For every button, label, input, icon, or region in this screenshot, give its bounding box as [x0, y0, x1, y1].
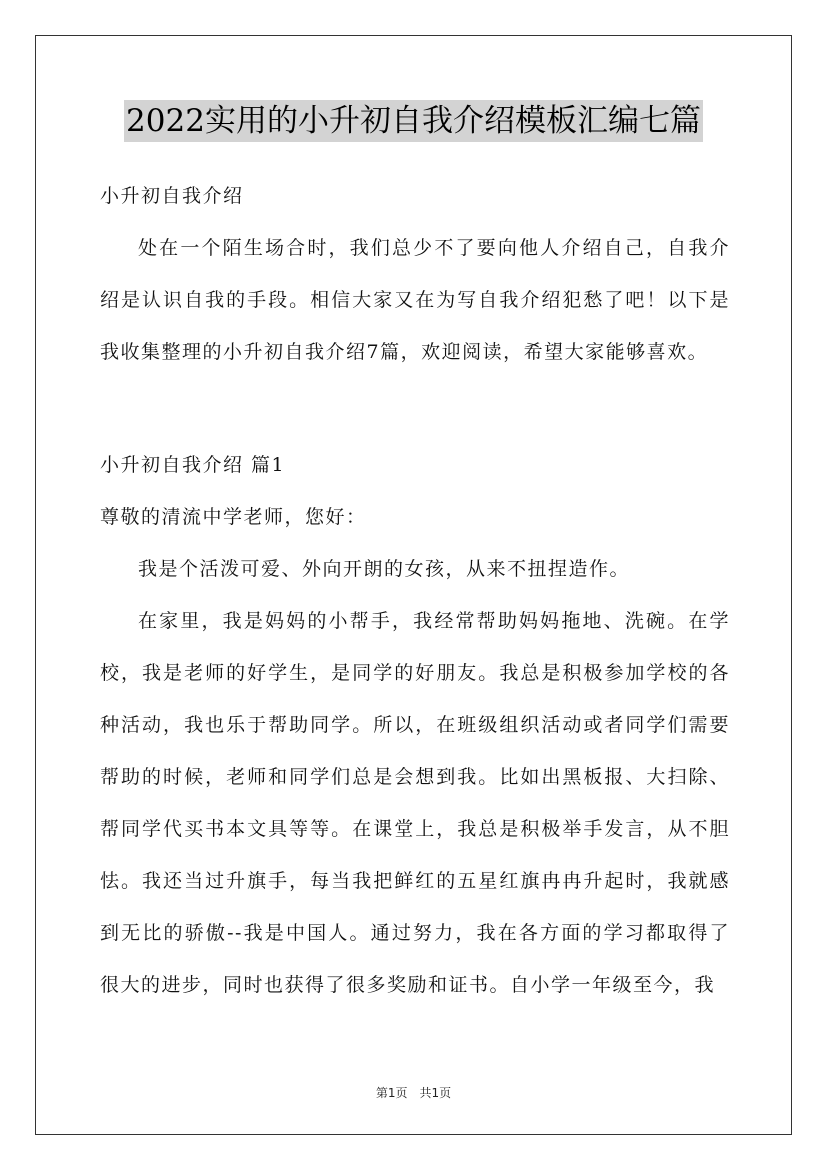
- intro-paragraph: 处在一个陌生场合时，我们总少不了要向他人介绍自己，自我介绍是认识自我的手段。相信大家又在为写自我介绍犯愁了吧！以下是我收集整理的小升初自我介绍7篇，欢迎阅读，希望大家能够喜欢。: [100, 237, 730, 363]
- paragraph: 我是个活泼可爱、外向开朗的女孩，从来不扭捏造作。: [138, 558, 631, 580]
- salutation: 尊敬的清流中学老师，您好：: [100, 506, 367, 528]
- title-container: [0, 100, 827, 142]
- article-heading: 小升初自我介绍 篇1: [100, 454, 286, 476]
- document-title: 2022实用的小升初自我介绍模板汇编七篇: [124, 100, 703, 142]
- page-footer: 第1页 共1页: [375, 1086, 452, 1100]
- section-heading: 小升初自我介绍: [100, 185, 244, 207]
- article-body: [100, 491, 730, 1011]
- intro-section: [100, 222, 730, 378]
- paragraph: 在家里，我是妈妈的小帮手，我经常帮助妈妈拖地、洗碗。在学校，我是老师的好学生，是同学的好朋友。我总是积极参加学校的各种活动，我也乐于帮助同学。所以，在班级组织活动或者同学们需要帮助的时候，老师和同学们总是会想到我。比如出黑板报、大扫除、帮同学代买书本文具等等。在课堂上，我总是积极举手发言，从不胆怯。我还当过升旗手，每当我把鲜红的五星红旗冉冉升起时，我就感到无比的骄傲--我是中国人。通过努力，我在各方面的学习都取得了很大的进步，同时也获得了很多奖励和证书。自小学一年级至今，我: [100, 610, 730, 996]
